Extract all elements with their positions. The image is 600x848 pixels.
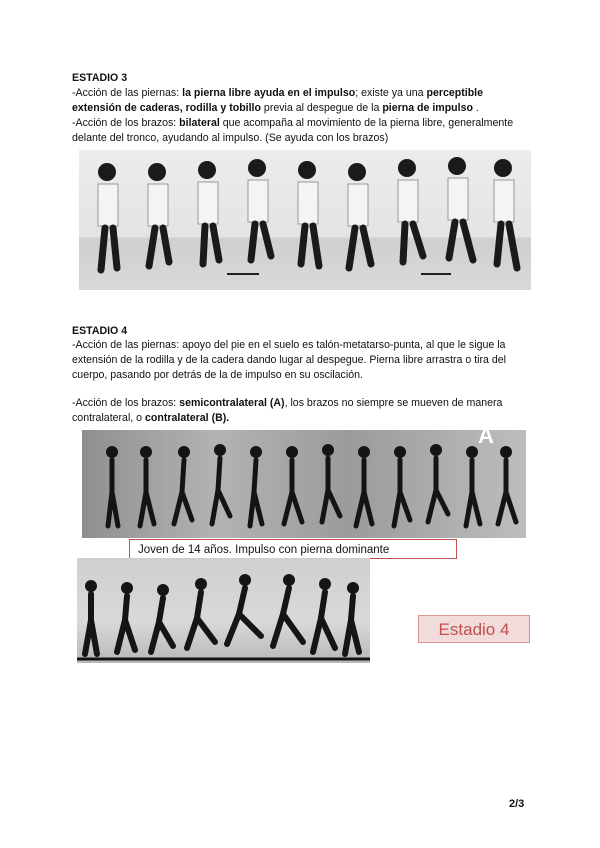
stage4-photo-sequence-b — [77, 558, 370, 663]
stage3-arms-text: -Acción de los brazos: bilateral que acompaña al movimiento de la pierna libre, generalmente delante del tronco, ayudando al impulso. (Se ayuda con los brazos) — [72, 117, 514, 144]
page-number: 2/3 — [509, 798, 525, 810]
stage3-heading: ESTADIO 3 — [72, 72, 128, 84]
estadio-4-label: Estadio 4 — [418, 615, 530, 643]
stage4-photo-sequence-a — [82, 430, 526, 538]
stage3-photo-sequence — [79, 150, 531, 290]
sequence-a-label: A — [478, 423, 494, 448]
caption-box: Joven de 14 años. Impulso con pierna dominante — [129, 539, 457, 559]
stage4-arms-text: -Acción de los brazos: semicontralateral (A), los brazos no siempre se mueven de manera contralateral, o contralateral (B). — [72, 397, 503, 424]
stage4-heading: ESTADIO 4 — [72, 325, 128, 337]
stage4-legs-text: -Acción de las piernas: apoyo del pie en el suelo es talón-metatarso-punta, al que le sigue la extensión de la rodilla y de la cadera dando lugar al despegue. Pierna libre arrastra o tira del cuerpo, pasando por detrás de la de impulso en su oscilación. — [72, 339, 507, 381]
stage3-legs-text: -Acción de las piernas: la pierna libre ayuda en el impulso; existe ya una perceptible extensión de caderas, rodilla y tobillo previa al despegue de la pierna de impulso . — [72, 87, 484, 114]
